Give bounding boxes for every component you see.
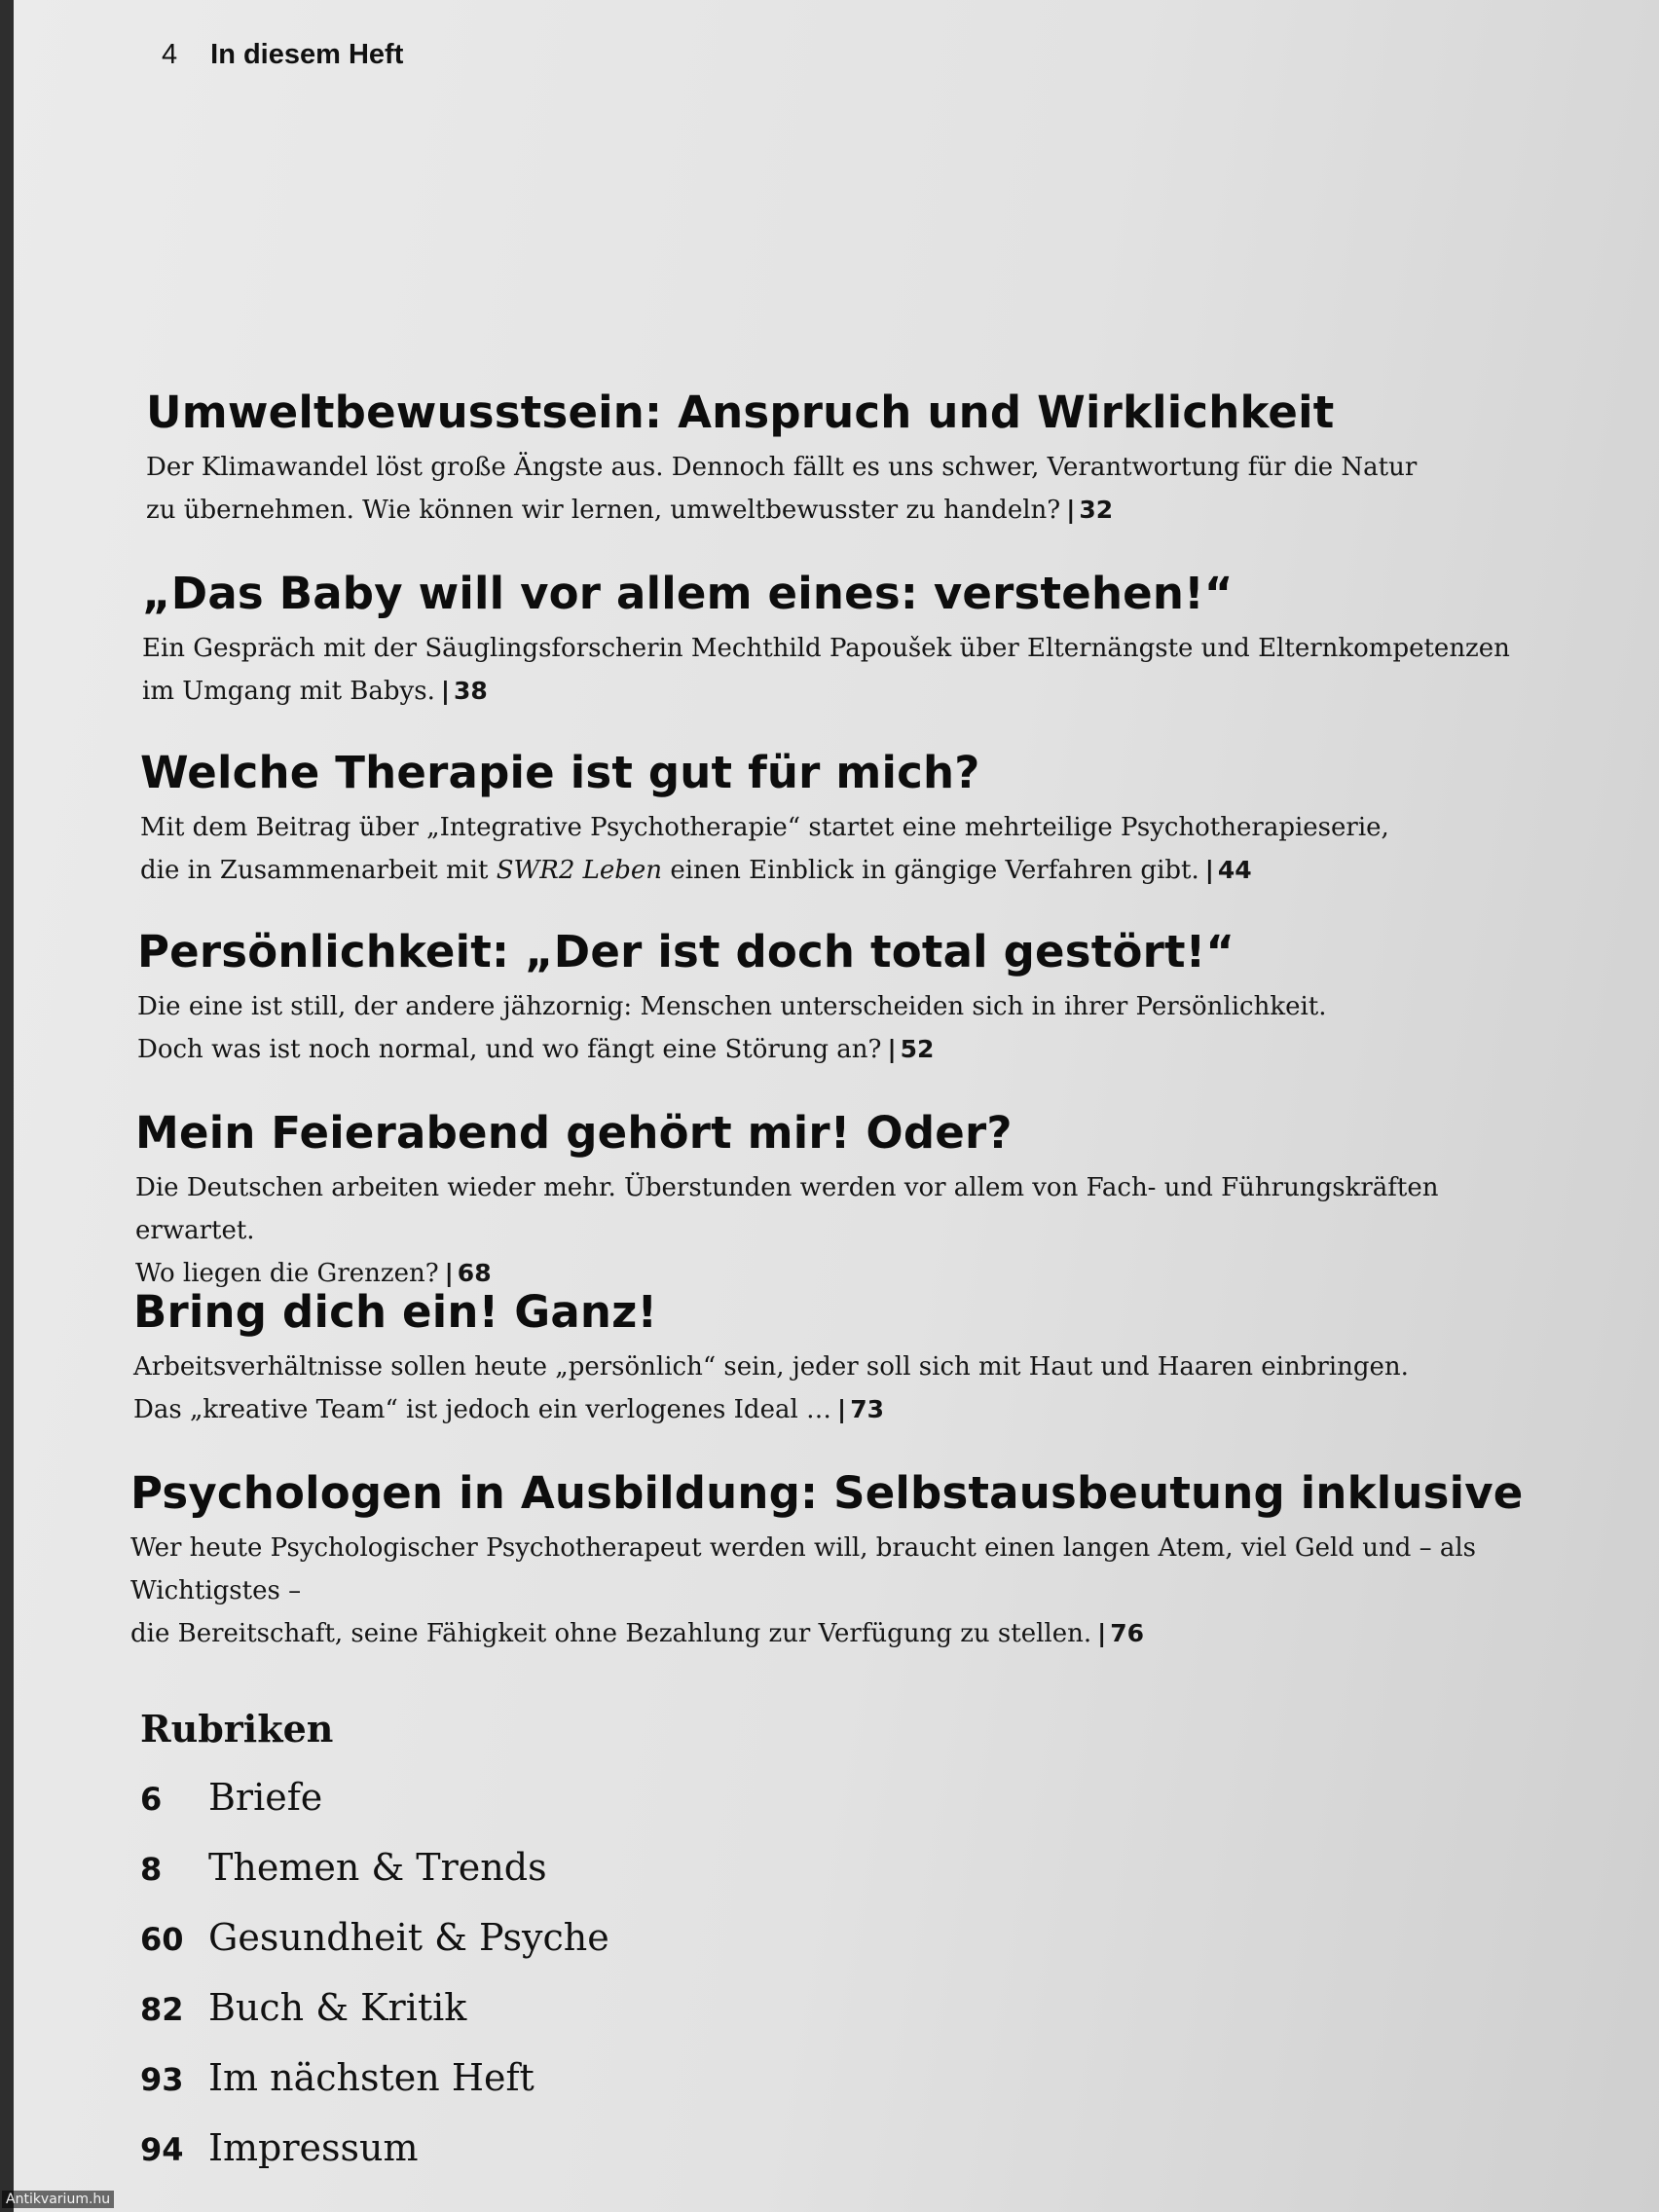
article-title: Welche Therapie ist gut für mich?: [140, 747, 980, 798]
article-teaser: Arbeitsverhältnisse sollen heute „persönlich“ sein, jeder soll sich mit Haut und Haaren einbringen. Das „kreative Team“ ist jedoch ein verlogenes Ideal … | 73: [133, 1352, 1409, 1424]
article-teaser: Die Deutschen arbeiten wieder mehr. Überstunden werden vor allem von Fach- und Führungskräften erwartet. Wo liegen die Grenzen? | 68: [135, 1173, 1439, 1288]
article-page-ref[interactable]: 52: [900, 1035, 935, 1063]
watermark: Antikvarium.hu: [2, 2191, 114, 2208]
article-bring-dich-ein[interactable]: [133, 1285, 1545, 1431]
article-page-ref[interactable]: 76: [1110, 1619, 1145, 1647]
article-teaser: Die eine ist still, der andere jähzornig: Menschen unterscheiden sich in ihrer Persönlichkeit. Doch was ist noch normal, und wo fängt eine Störung an? | 52: [137, 992, 1327, 1064]
article-title: „Das Baby will vor allem eines: verstehen!“: [142, 568, 1234, 619]
article-title: Psychologen in Ausbildung: Selbstausbeutung inklusive: [130, 1467, 1524, 1519]
article-psychologen[interactable]: [130, 1466, 1542, 1655]
rubrik-label: Impressum: [208, 2126, 419, 2169]
rubrik-label: Gesundheit & Psyche: [208, 1916, 609, 1959]
article-title: Umweltbewusstsein: Anspruch und Wirklichkeit: [146, 387, 1335, 438]
article-page-ref[interactable]: 44: [1217, 856, 1252, 884]
rubrik-page-number: 6: [140, 1781, 163, 1818]
article-teaser: Der Klimawandel löst große Ängste aus. Dennoch fällt es uns schwer, Verantwortung für die Natur zu übernehmen. Wie können wir lernen, umweltbewusster zu handeln? | 32: [146, 453, 1418, 525]
rubriken-section: [140, 1706, 609, 2196]
rubrik-item-themen-trends[interactable]: [140, 1846, 609, 1916]
article-page-ref[interactable]: 73: [850, 1395, 884, 1423]
rubrik-item-impressum[interactable]: [140, 2126, 609, 2196]
rubrik-page-number: 82: [140, 1991, 184, 2028]
article-title: Persönlichkeit: „Der ist doch total gestört!“: [137, 926, 1235, 977]
page-number: 4: [162, 39, 178, 70]
magazine-page: [14, 0, 1659, 2212]
rubrik-item-gesundheit-psyche[interactable]: [140, 1916, 609, 1986]
article-umweltbewusstsein[interactable]: [146, 386, 1558, 532]
article-teaser: Wer heute Psychologischer Psychotherapeut werden will, braucht einen langen Atem, viel Geld und – als Wichtigstes – die Bereitschaft, seine Fähigkeit ohne Bezahlung zur Verfügung zu stellen. | 76: [130, 1533, 1477, 1648]
article-baby[interactable]: [142, 567, 1554, 713]
rubrik-page-number: 60: [140, 1921, 184, 1958]
page-header: [162, 39, 403, 71]
rubrik-item-briefe[interactable]: [140, 1776, 609, 1846]
article-page-ref[interactable]: 38: [453, 677, 488, 705]
rubrik-label: Im nächsten Heft: [208, 2056, 535, 2099]
rubrik-page-number: 8: [140, 1851, 163, 1888]
article-teaser: Ein Gespräch mit der Säuglingsforscherin Mechthild Papoušek über Elternängste und Elternkompetenzen im Umgang mit Babys. | 38: [142, 634, 1510, 706]
article-therapie[interactable]: [140, 746, 1552, 892]
article-feierabend[interactable]: [135, 1106, 1547, 1295]
article-teaser: Mit dem Beitrag über „Integrative Psychotherapie“ startet eine mehrteilige Psychotherapieserie, die in Zusammenarbeit mit SWR2 Leben einen Einblick in gängige Verfahren gibt. | 44: [140, 813, 1389, 885]
rubrik-page-number: 93: [140, 2061, 184, 2098]
article-title: Bring dich ein! Ganz!: [133, 1286, 658, 1338]
rubrik-item-buch-kritik[interactable]: [140, 1986, 609, 2056]
rubrik-item-naechstes-heft[interactable]: [140, 2056, 609, 2126]
page-edge: [0, 0, 14, 2212]
rubrik-label: Briefe: [208, 1776, 323, 1819]
rubrik-label: Themen & Trends: [208, 1846, 547, 1889]
rubriken-heading: Rubriken: [140, 1707, 334, 1751]
article-page-ref[interactable]: 68: [457, 1259, 492, 1287]
article-page-ref[interactable]: 32: [1079, 496, 1114, 524]
article-persoenlichkeit[interactable]: [137, 925, 1549, 1071]
rubrik-label: Buch & Kritik: [208, 1986, 467, 2029]
article-title: Mein Feierabend gehört mir! Oder?: [135, 1107, 1013, 1159]
page-header-title: In diesem Heft: [210, 39, 404, 70]
rubrik-page-number: 94: [140, 2131, 184, 2168]
